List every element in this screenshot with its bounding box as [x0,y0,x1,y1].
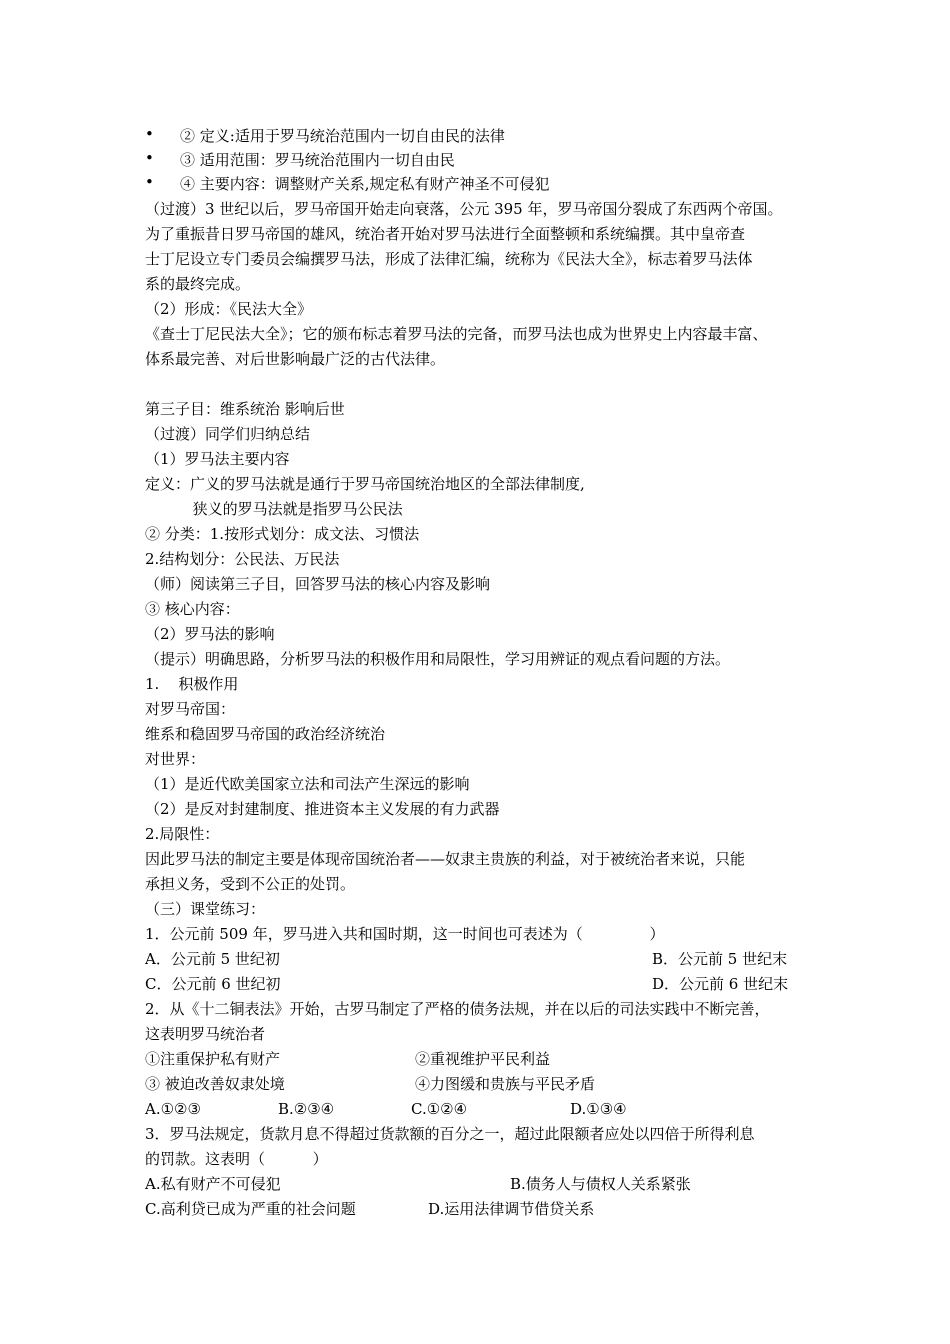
section-line: （2）是反对封建制度、推进资本主义发展的有力武器 [145,800,500,818]
section-line: （2）罗马法的影响 [145,625,275,643]
q1-option-d: D．公元前 6 世纪末 [652,975,789,993]
section-line: （提示）明确思路，分析罗马法的积极作用和局限性，学习用辨证的观点看问题的方法。 [145,650,731,668]
q2-option-b: B.②③④ [278,1100,335,1118]
paragraph-line: 为了重振昔日罗马帝国的雄风，统治者开始对罗马法进行全面整顿和系统编撰。其中皇帝查 [145,225,746,243]
question-2-cont: 这表明罗马统治者 [145,1025,266,1043]
question-3-cont: 的罚款。这表明（ ） [145,1150,328,1168]
section-line: （师）阅读第三子目，回答罗马法的核心内容及影响 [145,575,491,593]
section-line: （过渡）同学们归纳总结 [145,425,311,443]
q3-option-a: A.私有财产不可侵犯 [145,1175,281,1193]
bullet-marker: • [145,173,154,191]
paragraph-line: 士丁尼设立专门委员会编撰罗马法，形成了法律汇编，统称为《民法大全》，标志着罗马法体 [145,250,753,268]
bullet-definition: ② 定义:适用于罗马统治范围内一切自由民的法律 [180,127,505,145]
section-line: （三）课堂练习： [145,900,266,918]
section-line: 对世界： [145,750,206,768]
section-line: 2.结构划分：公民法、万民法 [145,550,340,568]
q3-option-c: C.高利贷已成为严重的社会问题 [145,1200,356,1218]
paragraph-line: 《查士丁尼民法大全》；它的颁布标志着罗马法的完备，而罗马法也成为世界史上内容最丰富、 [145,325,768,343]
question-2: 2．从《十二铜表法》开始，古罗马制定了严格的债务法规，并在以后的司法实践中不断完善， [145,1000,770,1018]
paragraph-line: 系的最终完成。 [145,275,251,293]
bullet-marker: • [145,149,154,167]
section-line: 1. 积极作用 [145,675,239,693]
section-line: （1）是近代欧美国家立法和司法产生深远的影响 [145,775,470,793]
section-line: 定义：广义的罗马法就是通行于罗马帝国统治地区的全部法律制度, [145,475,585,493]
q3-option-b: B.债务人与债权人关系紧张 [510,1175,691,1193]
section-line: 承担义务，受到不公正的处罚。 [145,875,356,893]
q2-item-1: ①注重保护私有财产 [145,1050,281,1068]
q1-option-c: C．公元前 6 世纪初 [145,975,281,993]
section-line: 因此罗马法的制定主要是体现帝国统治者——奴隶主贵族的利益，对于被统治者来说，只能 [145,850,746,868]
section-line: 对罗马帝国： [145,700,236,718]
paragraph-line: （过渡）3 世纪以后，罗马帝国开始走向衰落，公元 395 年，罗马帝国分裂成了东西两个帝国。 [145,200,783,218]
question-1: 1．公元前 509 年，罗马进入共和国时期，这一时间也可表述为（ ） [145,925,665,943]
q1-option-b: B．公元前 5 世纪末 [652,950,788,968]
paragraph-line: （2）形成：《民法大全》 [145,300,313,318]
section-line: 维系和稳固罗马帝国的政治经济统治 [145,725,386,743]
q2-item-2: ②重视维护平民利益 [415,1050,551,1068]
bullet-marker: • [145,125,154,143]
paragraph-line: 体系最完善、对后世影响最广泛的古代法律。 [145,350,446,368]
q2-item-3: ③ 被迫改善奴隶处境 [145,1075,285,1093]
section-line: 2.局限性： [145,825,220,843]
question-3: 3．罗马法规定，货款月息不得超过货款额的百分之一，超过此限额者应处以四倍于所得利息 [145,1125,755,1143]
q2-item-4: ④力图缓和贵族与平民矛盾 [415,1075,596,1093]
bullet-scope: ③ 适用范围：罗马统治范围内一切自由民 [180,151,455,169]
q3-option-d: D.运用法律调节借贷关系 [428,1200,595,1218]
section-heading: 第三子目：维系统治 影响后世 [145,400,345,418]
q2-option-c: C.①②④ [411,1100,468,1118]
q2-option-a: A.①②③ [145,1100,201,1118]
q1-option-a: A．公元前 5 世纪初 [145,950,280,968]
q2-option-d: D.①③④ [570,1100,627,1118]
section-line: 狭义的罗马法就是指罗马公民法 [145,500,403,518]
bullet-content: ④ 主要内容：调整财产关系,规定私有财产神圣不可侵犯 [180,175,550,193]
section-line: （1）罗马法主要内容 [145,450,290,468]
section-line: ③ 核心内容： [145,600,240,618]
section-line: ② 分类：1.按形式划分：成文法、习惯法 [145,525,420,543]
